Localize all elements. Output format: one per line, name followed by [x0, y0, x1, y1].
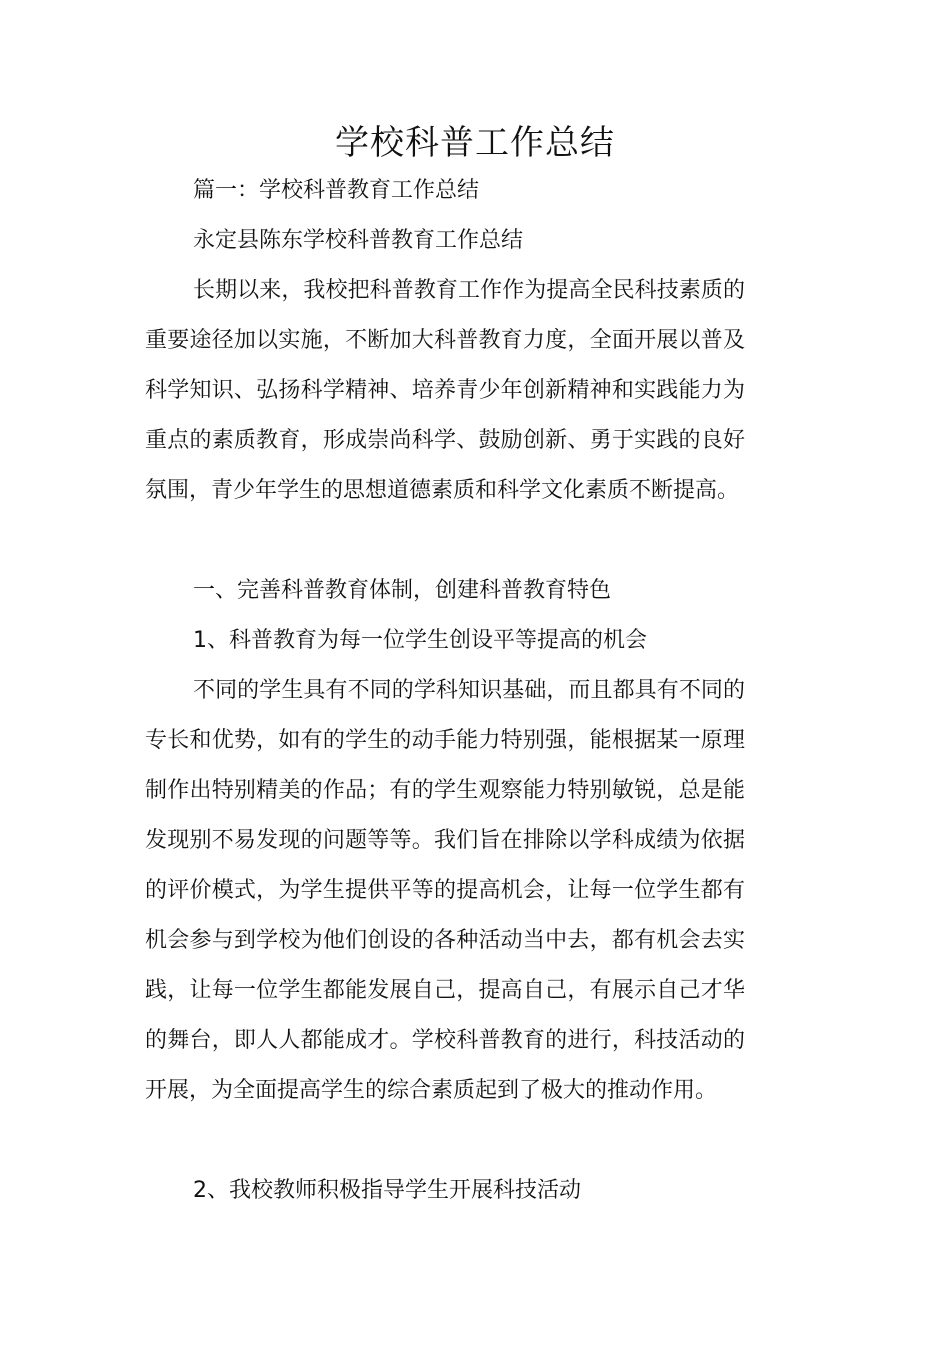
subsection-2-heading: 2、我校教师积极指导学生开展科技活动	[193, 1178, 581, 1203]
school-heading: 永定县陈东学校科普教育工作总结	[193, 228, 524, 253]
subsection-1-heading: 1、科普教育为每一位学生创设平等提高的机会	[193, 628, 647, 653]
part-heading: 篇一：学校科普教育工作总结	[193, 178, 480, 203]
document-title: 学校科普工作总结	[335, 123, 615, 163]
subsection-1-paragraph: 不同的学生具有不同的学科知识基础，而且都具有不同的专长和优势，如有的学生的动手能力特别强，能根据某一原理制作出特别精美的作品；有的学生观察能力特别敏锐，总是能发现别不易发现的问题等等。我们旨在排除以学科成绩为依据的评价模式，为学生提供平等的提高机会，让每一位学生都有机会参与到学校为他们创设的各种活动当中去，都有机会去实践，让每一位学生都能发展自己，提高自己，有展示自己才华的舞台，即人人都能成才。学校科普教育的进行，科技活动的开展，为全面提高学生的综合素质起到了极大的推动作用。	[145, 678, 745, 1103]
intro-paragraph: 长期以来，我校把科普教育工作作为提高全民科技素质的重要途径加以实施，不断加大科普教育力度，全面开展以普及科学知识、弘扬科学精神、培养青少年创新精神和实践能力为重点的素质教育，形成崇尚科学、鼓励创新、勇于实践的良好氛围，青少年学生的思想道德素质和科学文化素质不断提高。	[145, 278, 745, 503]
section-1-heading: 一、完善科普教育体制，创建科普教育特色	[193, 578, 612, 603]
